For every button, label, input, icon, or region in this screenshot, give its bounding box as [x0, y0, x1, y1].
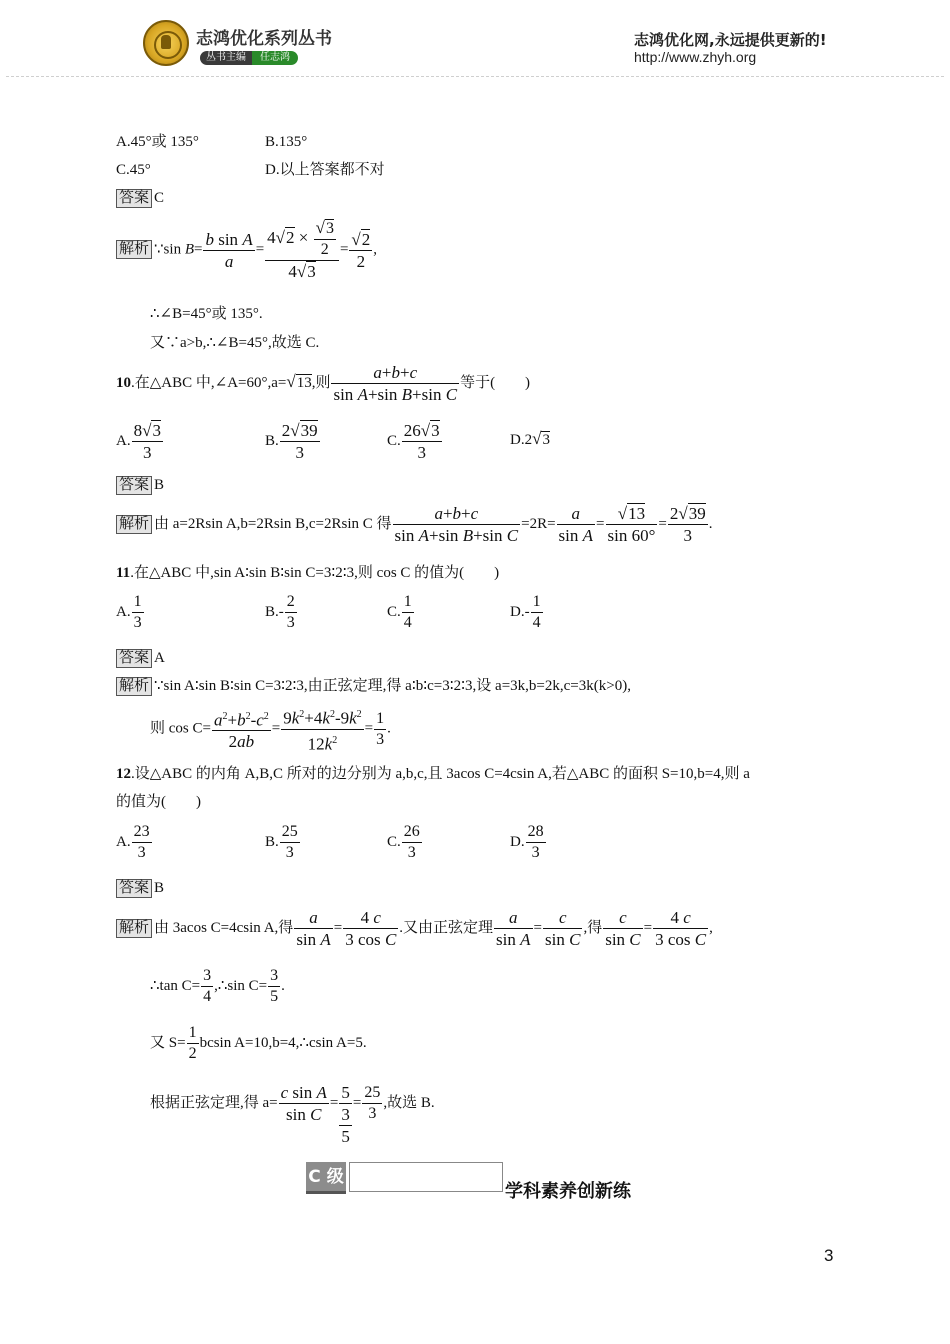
q9-frac-complex: 4√2 × $\frac{√3}{2}$ 4√3 [265, 218, 339, 282]
q12-option-c: C. $\frac{26}{3}$ [387, 823, 420, 861]
section-title-box [349, 1162, 503, 1192]
answer-label: 答案 [116, 649, 152, 668]
q11-answer-value: A [154, 650, 165, 666]
q11-sol-line2-pre: 则 cos C= [150, 720, 211, 737]
q9-solution-line1: 解析 ∵sin B= $\frac{\text{b sin A}}{a}$ = 4√2 × $\frac{√3}{2}$ 4√3 = $\frac{√2}{2}$ , [116, 218, 377, 282]
q12-sol-mid: .又由正弦定理 [399, 919, 494, 936]
q11-answer [116, 649, 165, 668]
header-divider [6, 76, 944, 77]
q10-number: 10 [116, 374, 131, 391]
q9-option-d: D.以上答案都不对 [265, 162, 385, 178]
q11-option-a: A. $\frac{1}{3}$ [116, 593, 142, 631]
q10-option-d: D.2√3 [510, 429, 550, 448]
q12-solution-tan: ∴tan C= $\frac{3}{4}$ ,∴sin C= $\frac{3}{5}$ . [150, 967, 285, 1005]
q9-option-c: C.45° [116, 162, 151, 178]
analysis-label: 解析 [116, 240, 152, 259]
q9-solution-line3: 又∵a>b,∴∠B=45°,故选 C. [150, 335, 320, 351]
q9-answer [116, 189, 164, 208]
q11-option-c: C. $\frac{1}{4}$ [387, 593, 412, 631]
q10-frac: $\frac{a+b+c}{\text{sin A+sin B+sin C}}$ [333, 363, 458, 404]
q9-solution-line2: ∴∠B=45°或 135°. [150, 306, 263, 322]
q12-answer [116, 879, 164, 898]
q9-frac-result: $\frac{√2}{2}$ [351, 229, 371, 271]
q12-option-d: D. $\frac{28}{3}$ [510, 823, 544, 861]
q11-stem [116, 564, 499, 582]
series-logo-icon [143, 20, 189, 66]
q9-option-b: B.135° [265, 134, 308, 150]
q12-answer-value: B [154, 880, 165, 896]
answer-label: 答案 [116, 189, 152, 208]
q9-option-a: A.45°或 135° [116, 134, 199, 150]
q9-answer-value: C [154, 190, 165, 206]
q12-sol-pre: 由 3acos C=4csin A,得 [154, 919, 294, 936]
editor-name: 任志鸿 [252, 51, 298, 65]
q10-sol-mid: =2R= [521, 515, 556, 532]
answer-label: 答案 [116, 476, 152, 495]
q10-stem: 10.在△ABC 中,∠A=60°,a=√13,则 $\frac{a+b+c}{\text{sin A+sin B+sin C}}$ 等于( ) [116, 363, 531, 404]
q12-tan-mid: ,∴sin C= [214, 977, 268, 994]
q9-frac-bsina-a: $\frac{\text{b sin A}}{a}$ [205, 229, 253, 271]
q12-solution-area: 又 S= $\frac{1}{2}$ bcsin A=10,b=4,∴csin A=5. [150, 1024, 367, 1062]
answer-label: 答案 [116, 879, 152, 898]
q10-sol-pre: 由 a=2Rsin A,b=2Rsin B,c=2Rsin C 得 [154, 515, 392, 532]
q11-option-d: D.- $\frac{1}{4}$ [510, 593, 541, 631]
q11-sol-line1: ∵sin A∶sin B∶sin C=3∶2∶3,由正弦定理,得 a∶b∶c=3∶2∶3,设 a=3k,b=2k,c=3k(k>0), [154, 678, 631, 694]
q12-solution-law: 根据正弦定理,得 a= $\frac{\text{c sin A}}{\text{sin C}}$ = 5 3 5 = $\frac{25}{3}$ ,故选 B. [150, 1083, 435, 1146]
q12-number: 12 [116, 766, 131, 782]
q10-solution: 解析 由 a=2Rsin A,b=2Rsin B,c=2Rsin C 得 $\frac{a+b+c}{\text{sin A+sin B+sin C}}$ =2R= $\frac{a}{\text{sin A}}$ = $\frac{√13}{\sin 60^\circ}$ = $\frac{2√39}{3}$ . [116, 503, 712, 546]
q12-sol-mid2: ,得 [583, 919, 603, 936]
header-url[interactable]: http://www.zhyh.org [634, 49, 757, 65]
header-slogan: 志鸿优化网,永远提供更新的! [634, 31, 827, 49]
analysis-label: 解析 [116, 677, 152, 696]
q10-stem-b: ,则 [311, 374, 331, 391]
q11-number: 11 [116, 565, 131, 581]
q11-solution-line1 [116, 677, 631, 696]
analysis-label: 解析 [116, 515, 152, 534]
q11-option-b: B.- $\frac{2}{3}$ [265, 593, 295, 631]
section-level-badge: C 级 [306, 1162, 346, 1194]
q10-option-c: C. $\frac{26√3}{3}$ [387, 421, 440, 462]
q12-tan-pre: ∴tan C= [150, 977, 201, 994]
q12-option-a: A. $\frac{23}{3}$ [116, 823, 150, 861]
q12-option-b: B. $\frac{25}{3}$ [265, 823, 298, 861]
q10-stem-c: 等于( ) [460, 374, 531, 391]
page-number: 3 [824, 1246, 834, 1265]
q12-stem-line2: 的值为( ) [116, 794, 201, 810]
q10-option-b: B. $\frac{2√39}{3}$ [265, 421, 318, 462]
q12-s-post: bcsin A=10,b=4,∴csin A=5. [199, 1034, 367, 1051]
q12-law-post: ,故选 B. [383, 1094, 435, 1111]
q10-stem-a: .在△ABC 中,∠A=60°,a= [131, 374, 287, 391]
q12-stem-text1: .设△ABC 的内角 A,B,C 所对的边分别为 a,b,c,且 3acos C=4csin A,若△ABC 的面积 S=10,b=4,则 a [131, 766, 750, 782]
q12-law-pre: 根据正弦定理,得 a= [150, 1094, 278, 1111]
q11-stem-text: .在△ABC 中,sin A∶sin B∶sin C=3∶2∶3,则 cos C 的值为( ) [130, 565, 500, 581]
analysis-label: 解析 [116, 919, 152, 938]
q12-stem-line1 [116, 765, 750, 783]
section-title: 学科素养创新练 [505, 1181, 631, 1202]
q10-answer-value: B [154, 477, 165, 493]
series-title: 志鸿优化系列丛书 [196, 29, 332, 49]
q12-solution-line1: 解析 由 3acos C=4csin A,得 $\frac{a}{\text{sin A}}$ = $\frac{4 c}{\text{3 cos C}}$ .又由正弦定理 $\frac{a}{\text{sin A}}$ = $\frac{c}{\text{sin C}}$ ,得 $\frac{c}{\text{sin C}}$ = $\frac{4 c}{\text{3 cos C}}$ , [116, 907, 713, 950]
q12-s-pre: 又 S= [150, 1034, 186, 1051]
q11-solution-line2: 则 cos C= $\frac{a^2+b^2-c^2}{2ab}$ = $\frac{9k^2+4k^2-9k^2}{12k^2}$ = $\frac{1}{3}$ . [150, 704, 391, 754]
header [0, 0, 950, 78]
q9-sol-pre: ∵sin [154, 241, 182, 258]
q10-option-a: A. $\frac{8√3}{3}$ [116, 421, 161, 462]
editor-badge [200, 47, 298, 61]
q10-answer [116, 476, 164, 495]
editor-label: 丛书主编 [200, 51, 252, 65]
